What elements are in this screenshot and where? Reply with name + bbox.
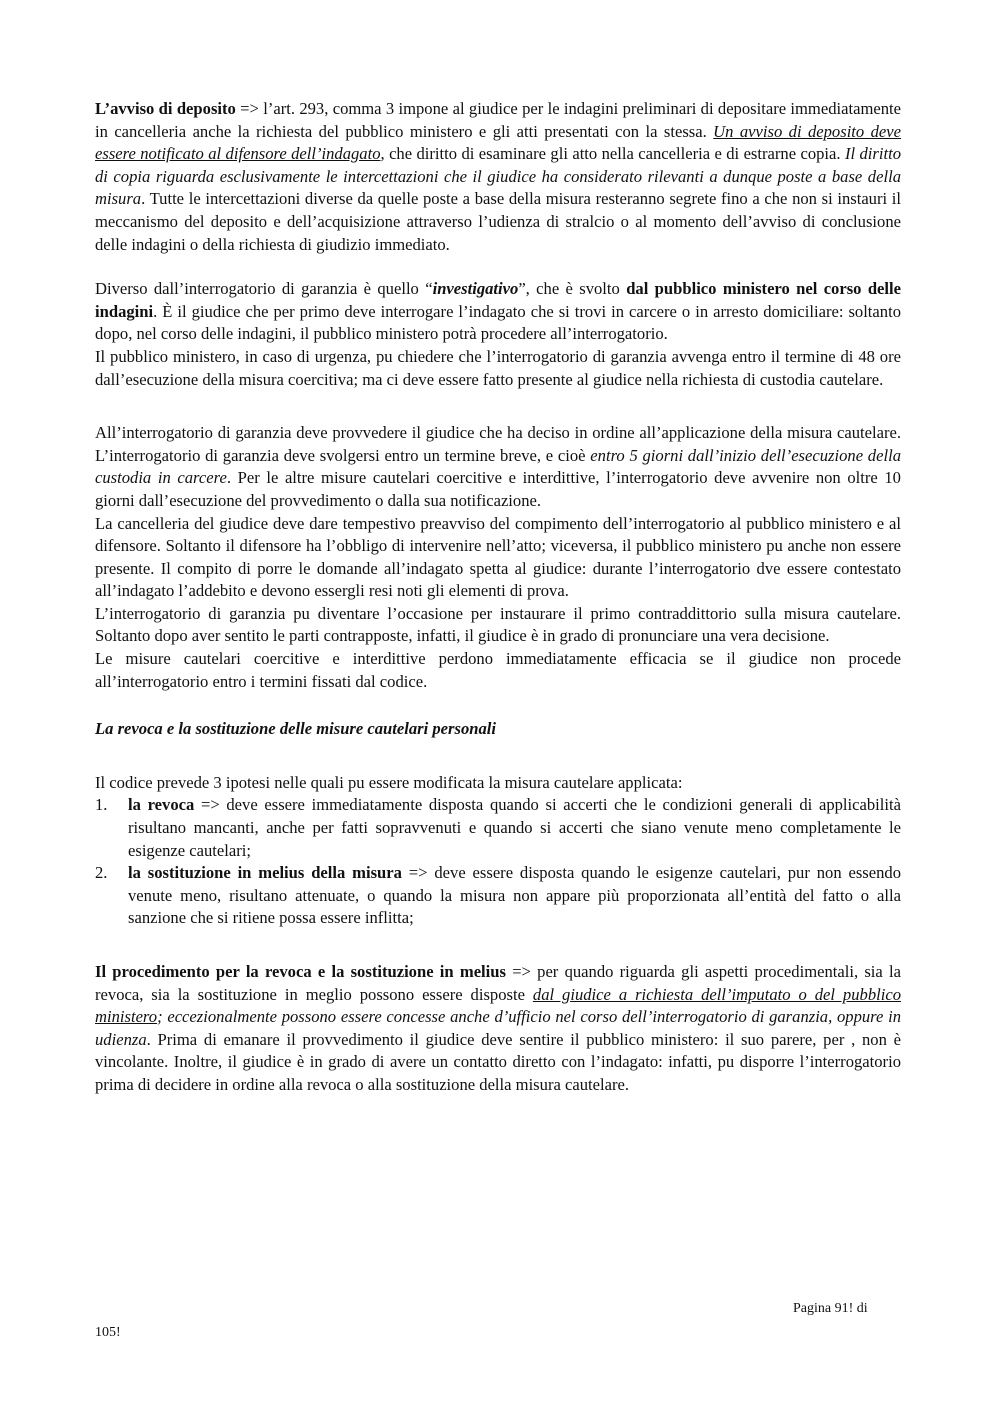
term-pm-indagini: dal pubblico ministero nel corso delle indagini: [95, 279, 902, 321]
term-procedimento: Il procedimento per la revoca e la sostituzione in melius: [95, 962, 506, 981]
italic-termine: entro 5 giorni dall’inizio dell’esecuzione della custodia in carcere: [95, 445, 901, 488]
paragraph-interrogatorio-investigativo: Diverso dall’interrogatorio di garanzia è quello “investigativo”, che è svolto dal pubblico ministero nel corso delle indagini. È il giudice che per primo deve interrogare l’indagato che si trovi in carcere o in arresto domiciliare: soltanto dopo, nel corso delle indagini, il pubblico ministero potrà procedere all’interrogatorio.: [95, 279, 902, 344]
italic-eccezionalmente: ; eccezionalmente possono essere concesse anche d’ufficio nel corso dell’interrogatorio di garanzia, oppure in udienza: [95, 1007, 901, 1049]
italic-copy-right: Il diritto di copia riguarda esclusivamente le intercettazioni che il giudice ha considerato rilevanti a dunque poste a base della misura: [95, 144, 901, 209]
list-number: 1.: [95, 795, 108, 815]
document-body: [95, 98, 901, 1097]
paragraph-contraddittorio: L’interrogatorio di garanzia pu diventare l’occasione per instaurare il primo contraddittorio sulla misura cautelare. Soltanto dopo aver sentito le parti contrapposte, infatti, il giudice è in grado di pronunciare una vera decisione.: [95, 603, 901, 646]
term-investigativo: investigativo: [432, 279, 519, 299]
list-item: 1. la revoca => deve essere immediatamente disposta quando si accerti che le condizioni generali di applicabilità risultano mancanti, anche per fatti sopravvenuti e quando si accerti che siano venute meno completamente le esigenze cautelari;: [95, 795, 901, 860]
underlined-notice: Un avviso di deposito deve essere notificato al difensore dell’indagato: [95, 121, 902, 164]
list-item: 2. la sostituzione in melius della misura => deve essere disposta quando le esigenze cautelari, pur non essendo venute meno, risultano attenuate, o quando la misura non appare più proporzionata all’entità del fatto o alla sanzione che si ritiene possa essere inflitta;: [95, 863, 902, 928]
term-avviso-deposito: L’avviso di deposito: [95, 99, 236, 118]
paragraph-avviso-deposito: L’avviso di deposito => l’art. 293, comma 3 impone al giudice per le indagini preliminari di depositare immediatamente in cancelleria anche la richiesta del pubblico ministero e gli atti presentati con la stessa. Un avviso di deposito deve essere notificato al difensore dell’indagato, che diritto di esaminare gli atto nella cancelleria e di estrarne copia. Il diritto di copia riguarda esclusivamente le intercettazioni che il giudice ha considerato rilevanti a dunque poste a base della misura. Tutte le intercettazioni diverse da quelle poste a base della misura resteranno segrete fino a che non si instauri il meccanismo del deposito e dell’acquisizione attraverso l’udienza di stralcio o al momento dell’avviso di conclusione delle indagini o della richiesta di giudizio immediato.: [95, 99, 902, 254]
section-heading: La revoca e la sostituzione delle misure cautelari personali: [95, 719, 497, 739]
paragraph-procedimento: Il procedimento per la revoca e la sostituzione in melius => per quando riguarda gli aspetti procedimentali, sia la revoca, sia la sostituzione in meglio possono essere disposte dal giudice a richiesta dell’imputato o del pubblico ministero; eccezionalmente possono essere concesse anche d’ufficio nel corso dell’interrogatorio di garanzia, oppure in udienza. Prima di emanare il provvedimento il giudice deve sentire il pubblico ministero: il suo parere, per , non è vincolante. Inoltre, il giudice è in grado di avere un contatto diretto con l’indagato: infatti, pu disporre l’interrogatorio prima di decidere in ordine alla revoca o alla sostituzione della misura cautelare.: [95, 962, 901, 1094]
paragraph-efficacia: Le misure cautelari coercitive e interdittive perdono immediatamente efficacia se il giudice non procede all’interrogatorio entro i termini fissati dal codice.: [95, 649, 901, 691]
hypotheses-list: [95, 794, 901, 930]
list-number: 2.: [95, 863, 108, 883]
page-number-label: Pagina 91! di: [793, 1301, 868, 1316]
paragraph-urgenza: Il pubblico ministero, in caso di urgenza, pu chiedere che l’interrogatorio di garanzia avvenga entro il termine di 48 ore dall’esecuzione della misura coercitiva; ma ci deve essere fatto presente al giudice nella richiesta di custodia cautelare.: [95, 346, 901, 389]
paragraph-cancelleria: La cancelleria del giudice deve dare tempestivo preavviso del compimento dell’interrogatorio al pubblico ministero e al difensore. Soltanto il difensore ha l’obbligo di intervenire nell’atto; viceversa, il pubblico ministero pu anche non essere presente. Il compito di porre le domande all’indagato spetta al giudice: durante l’interrogatorio dve essere contestato all’indagato l’addebito e devono essergli resi noti gli elementi di prova.: [95, 513, 901, 601]
underlined-richiesta: dal giudice a richiesta dell’imputato o del pubblico ministero: [95, 984, 901, 1027]
paragraph-ipotesi: Il codice prevede 3 ipotesi nelle quali pu essere modificata la misura cautelare applicata:: [95, 772, 683, 792]
list-item-term: la revoca: [128, 795, 195, 815]
page-total: 105!: [95, 1325, 121, 1340]
list-item-term: la sostituzione in melius della misura: [128, 863, 402, 883]
paragraph-interrogatorio-garanzia: All’interrogatorio di garanzia deve provvedere il giudice che ha deciso in ordine all’applicazione della misura cautelare. L’interrogatorio di garanzia deve svolgersi entro un termine breve, e cioè entro 5 giorni dall’inizio dell’esecuzione della custodia in carcere. Per le altre misure cautelari coercitive e interdittive, l’interrogatorio deve avvenire non oltre 10 giorni dall’esecuzione del provvedimento o dalla sua notificazione.: [95, 423, 901, 510]
